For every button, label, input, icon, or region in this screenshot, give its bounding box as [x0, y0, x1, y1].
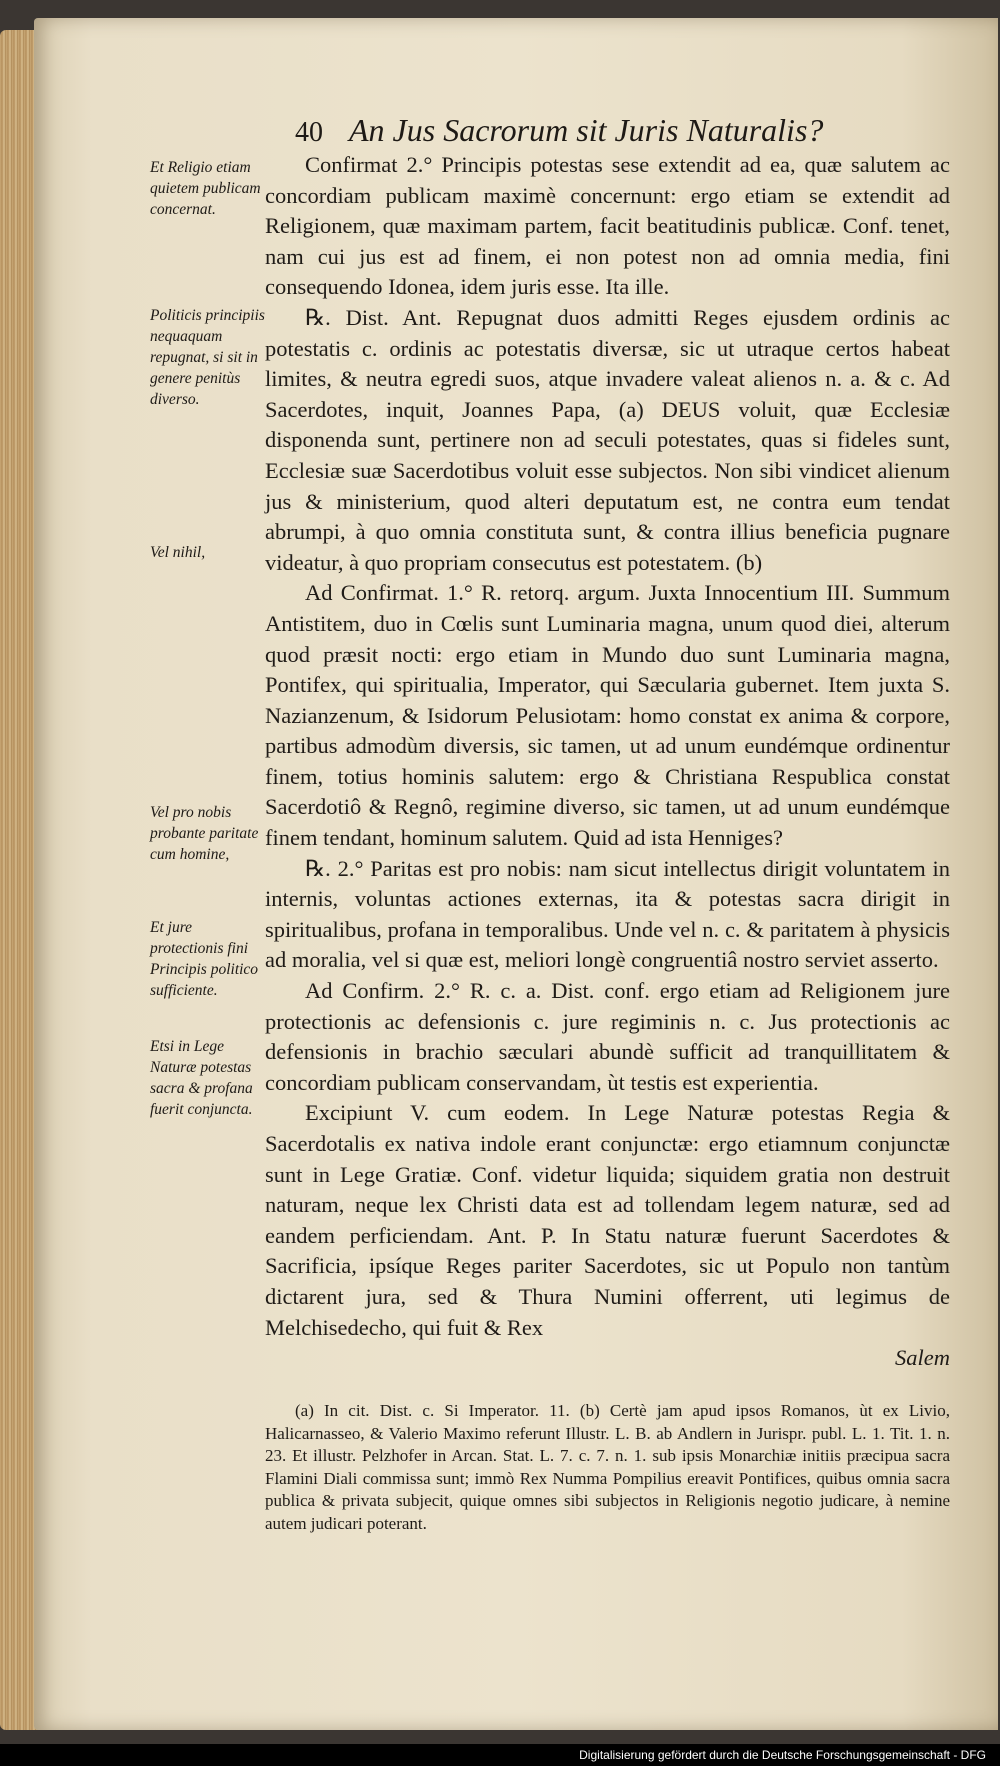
running-head	[295, 112, 855, 149]
paragraph: ℞. 2.° Paritas est pro nobis: nam sicut intellectus dirigit voluntatem in internis, voluntas actiones externas, ita & potestas sacra dirigit in spiritualibus, profana in temporalibus. Unde vel n. c. & paritatem à physicis ad moralia, vel si quæ est, meliori longè congruentiâ nostro serviet asserto.	[265, 855, 950, 973]
margin-note: Et Religio etiam quietem publicam concernat.	[150, 159, 261, 218]
catchword: Salem	[895, 1345, 950, 1371]
margin-note: Etsi in Lege Naturæ potestas sacra & profana fuerit conjuncta.	[150, 1038, 253, 1118]
footer-credit: Digitalisierung gefördert durch die Deutsche Forschungsgemeinschaft - DFG	[579, 1748, 986, 1762]
margin-note: Vel pro nobis probante paritate cum homine,	[150, 804, 259, 863]
paragraph: Excipiunt V. cum eodem. In Lege Naturæ potestas Regia & Sacerdotalis ex nativa indole erant conjunctæ: ergo etiamnum conjunctæ sunt in Lege Gratiæ. Conf. videtur liquida; siquidem gratia non destruit naturam, neque lex Christi data est ad tollendam legem naturæ, sed ad eandem perficiendam. Ant. P. In Statu naturæ fuerunt Sacerdotes & Sacrificia, ipsíque Reges pariter Sacerdotes, sic ut Populo non tantùm dictarent jura, sed & Thura Numini offerrent, uti legimus de Melchisedecho, qui fuit & Rex	[265, 1100, 950, 1340]
paragraph: Ad Confirm. 2.° R. c. a. Dist. conf. ergo etiam ad Religionem jure protectionis ac defensionis c. jure regiminis n. c. Jus protectionis ac defensionis in brachio sæculari abundè sufficit ad tranquillitatem & concordiam publicam conservandam, ùt testis est experientia.	[265, 978, 950, 1095]
paragraph: ℞. Dist. Ant. Repugnat duos admitti Reges ejusdem ordinis ac potestatis c. ordinis ac potestatis diversæ, sic ut utraque certos habeat limites, & neutra egredi suos, atque invadere valeat alienos n. a. & c. Ad Sacerdotes, inquit, Joannes Papa, (a) DEUS voluit, quæ Ecclesiæ disponenda sunt, pertinere non ad seculi potestates, quas si fideles sunt, Ecclesiæ suæ Sacerdotibus voluit esse subjectos. Non sibi vindicet alienum jus & ministerium, quod alteri deputatum est, ne contra eum tendat abrumpi, à quo omnia constituta sunt, & contra illius beneficia pugnare videatur, à quo propriam consecutus est potestatem. (b)	[265, 304, 950, 575]
margin-note: Vel nihil,	[150, 544, 206, 561]
footnotes	[265, 1400, 950, 1536]
paragraph: Ad Confirmat. 1.° R. retorq. argum. Juxta Innocentium III. Summum Antistitem, duo in Cœlis sunt Luminaria magna, unum quod diei, alterum quod præsit nocti: ergo etiam in Mundo duo sunt Luminaria magna, Pontifex, qui spiritualia, Imperator, qui Sæcularia gubernet. Item juxta S. Nazianzenum, & Isidorum Pelusiotam: homo constat ex anima & corpore, partibus admodùm diversis, sic tamen, ut ad unum eundémque ordinentur finem, totius hominis salutem: ergo & Christiana Respublica constat Sacerdotiô & Regnô, regimine diverso, sic tamen, ut ad unum eundémque finem tendant, hominum salutem. Quid ad ista Henniges?	[265, 580, 950, 851]
footnote-text: (a) In cit. Dist. c. Si Imperator. 11. (b) Certè jam apud ipsos Romanos, ùt ex Livio, Halicarnasseo, & Valerio Maximo referunt Illustr. L. B. ab Andlern in Jurispr. publ. L. 1. Tit. 1. n. 23. Et illustr. Pelzhofer in Arcan. Stat. L. 7. c. 7. n. 1. sub ipsis Monarchiæ initiis præcipua sacra Flamini Diali commissa sunt; immò Rex Numma Pompilius ereavit Pontifices, quibus omnia sacra publica & privata subjecit, quique omnes sibi subjectos in Religionis negotio judicare, à nemine autem judicari poterant.	[265, 1401, 950, 1533]
digitization-footer	[0, 1744, 1000, 1766]
margin-note: Et jure protectionis fini Principis politico sufficiente.	[150, 919, 259, 999]
main-text	[265, 150, 950, 1374]
page-number: 40	[295, 117, 323, 148]
running-title: An Jus Sacrorum sit Juris Naturalis?	[349, 112, 824, 148]
paragraph: Confirmat 2.° Principis potestas sese extendit ad ea, quæ salutem ac concordiam publicam maximè concernunt: ergo etiam se extendit ad Religionem, quæ maximam partem, facit beatitudinis publicæ. Conf. tenet, nam cui jus est ad finem, ei non potest non ad omnia media, fini consequendo Idonea, idem juris esse. Ita ille.	[265, 152, 950, 300]
margin-note: Politicis principiis nequaquam repugnat, si sit in genere penitùs diverso.	[150, 307, 265, 408]
